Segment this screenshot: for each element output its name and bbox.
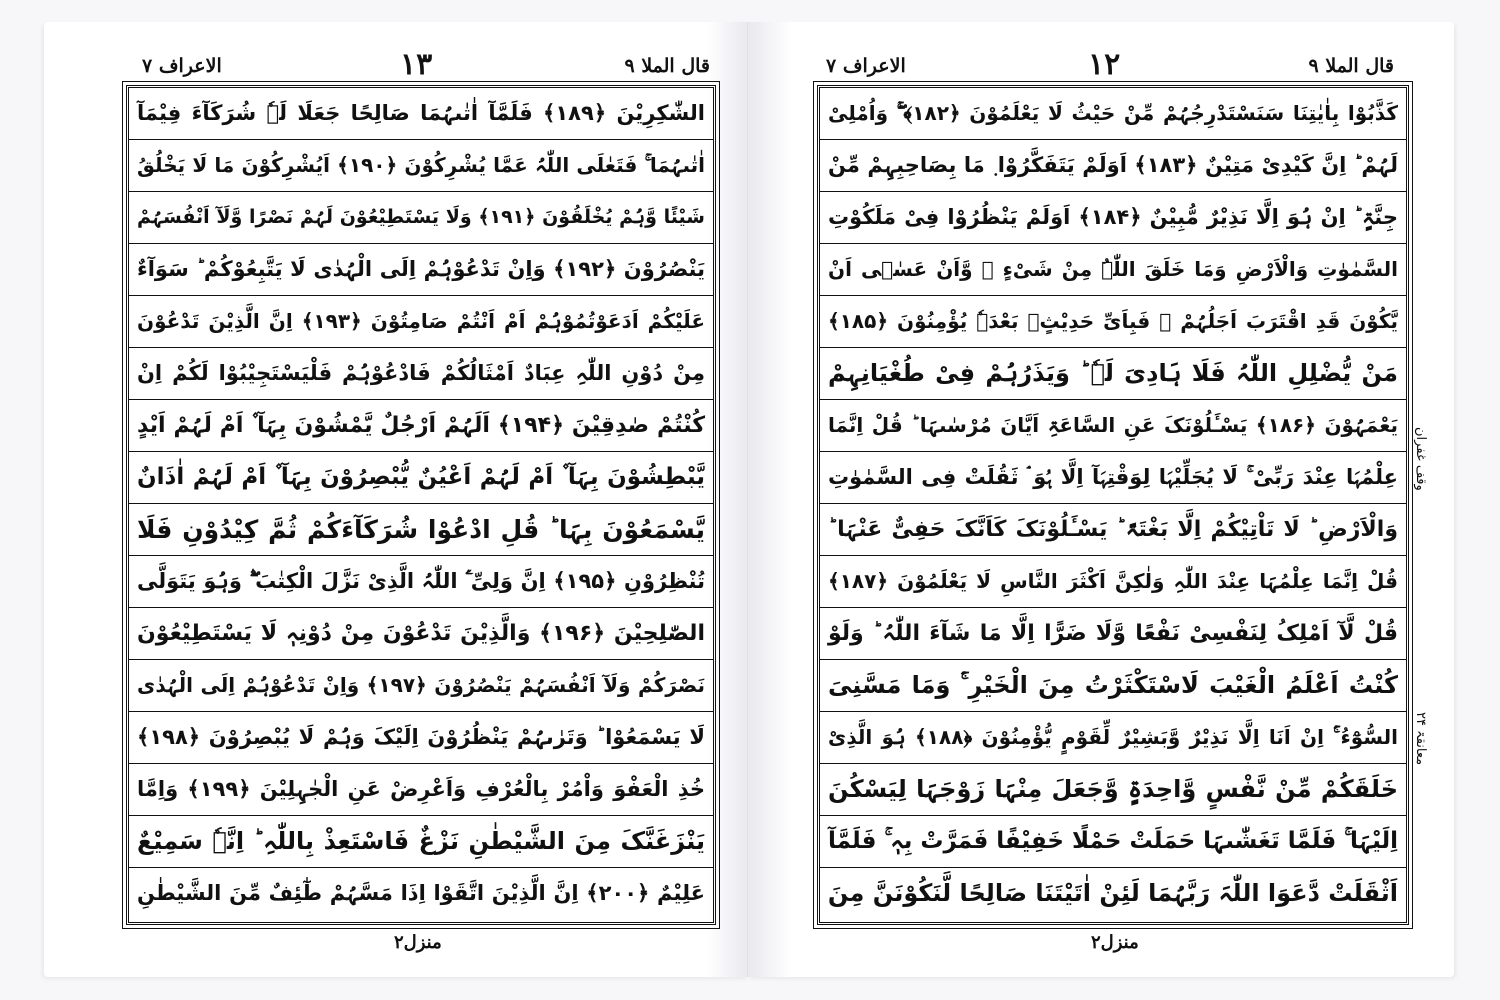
margin-note-waqf: وقف غفران (1413, 427, 1428, 491)
right-text-frame (817, 85, 1409, 925)
text-line: کُنْتُمْ صٰدِقِیْنَ ﴿۱۹۴﴾ اَلَہُمْ اَرْجُلٌ یَّمْشُوْنَ بِہَآ ۫ اَمْ لَہُمْ اَیْدٍ (129, 400, 713, 452)
left-text-frame (126, 85, 716, 925)
text-line: اٰتٰىہُمَا ۚ فَتَعٰلَی اللّٰہُ عَمَّا یُشْرِکُوْنَ ﴿۱۹۰﴾ اَیُشْرِکُوْنَ مَا لَا یَخْلُقُ (129, 140, 713, 192)
text-line: خُذِ الْعَفْوَ وَاْمُرْ بِالْعُرْفِ وَاَعْرِضْ عَنِ الْجٰہِلِیْنَ ﴿۱۹۹﴾ وَاِمَّا (129, 764, 713, 816)
text-line: قُلْ لَّآ اَمْلِکُ لِنَفْسِیْ نَفْعًا وَّلَا ضَرًّا اِلَّا مَا شَآءَ اللّٰہُ ؕ وَلَوْ (820, 608, 1406, 660)
text-line: یَنْصُرُوْنَ ﴿۱۹۲﴾ وَاِنْ تَدْعُوْہُمْ اِلَی الْہُدٰی لَا یَتَّبِعُوْکُمْ ؕ سَوَآءٌ (129, 244, 713, 296)
text-line: اِلَیْہَا ۚ فَلَمَّا تَغَشّٰىہَا حَمَلَتْ حَمْلًا خَفِیْفًا فَمَرَّتْ بِہٖ ۚ فَلَمَّآ (820, 816, 1406, 868)
juz-title: قال الملا ۹ (1308, 55, 1394, 77)
text-line: مِنْ دُوْنِ اللّٰہِ عِبَادٌ اَمْثَالُکُمْ فَادْعُوْہُمْ فَلْیَسْتَجِیْبُوْا لَکُمْ اِنْ (129, 348, 713, 400)
text-line: وَالْاَرْضِ ؕ لَا تَاْتِیْکُمْ اِلَّا بَغْتَۃً ؕ یَسْـَٔلُوْنَکَ کَاَنَّکَ حَفِیٌّ عَنْہَا ؕ (820, 504, 1406, 556)
text-line: عِلْمُہَا عِنْدَ رَبِّیْ ۚ لَا یُجَلِّیْہَا لِوَقْتِہَآ اِلَّا ہُوَ ۘ ثَقُلَتْ فِی السَّمٰوٰتِ (820, 452, 1406, 504)
surah-title: الاعراف ۷ (142, 55, 222, 77)
open-book (44, 22, 1454, 977)
text-line: یَعْمَہُوْنَ ﴿۱۸۶﴾ یَسْـَٔلُوْنَکَ عَنِ السَّاعَۃِ اَیَّانَ مُرْسٰىہَا ؕ قُلْ اِنَّمَا (820, 400, 1406, 452)
left-page-header (142, 47, 710, 89)
text-line: کُنْتُ اَعْلَمُ الْغَیْبَ لَاسْتَکْثَرْتُ مِنَ الْخَیْرِ ۚۛ وَمَا مَسَّنِیَ (820, 660, 1406, 712)
surah-title: الاعراف ۷ (826, 55, 906, 77)
margin-note-muanaqa: معانقۃ ۲۴ (1413, 712, 1428, 766)
text-line: قُلْ اِنَّمَا عِلْمُہَا عِنْدَ اللّٰہِ وَلٰکِنَّ اَکْثَرَ النَّاسِ لَا یَعْلَمُوْنَ ﴿۱۸۷﴾ (820, 556, 1406, 608)
text-line: الصّٰلِحِیْنَ ﴿۱۹۶﴾ وَالَّذِیْنَ تَدْعُوْنَ مِنْ دُوْنِہٖ لَا یَسْتَطِیْعُوْنَ (129, 608, 713, 660)
left-page (44, 22, 749, 977)
text-line: خَلَقَکُمْ مِّنْ نَّفْسٍ وَّاحِدَۃٍ وَّجَعَلَ مِنْہَا زَوْجَہَا لِیَسْکُنَ (820, 764, 1406, 816)
manzil-footer: منزل۲ (1091, 932, 1139, 953)
right-page-header (826, 47, 1394, 89)
text-line: شَیْئًا وَّہُمْ یُخْلَقُوْنَ ﴿۱۹۱﴾ وَلَا یَسْتَطِیْعُوْنَ لَہُمْ نَصْرًا وَّلَآ اَنْفُسَہُمْ (129, 192, 713, 244)
text-line: لَا یَسْمَعُوْا ؕ وَتَرٰىہُمْ یَنْظُرُوْنَ اِلَیْکَ وَہُمْ لَا یُبْصِرُوْنَ ﴿۱۹۸﴾ (129, 712, 713, 764)
text-line: یَّکُوْنَ قَدِ اقْتَرَبَ اَجَلُہُمْ ۚ فَبِاَیِّ حَدِیْثٍۭ بَعْدَہٗ یُؤْمِنُوْنَ ﴿۱۸۵﴾ (820, 296, 1406, 348)
manzil-footer: منزل۲ (394, 932, 442, 953)
text-line: یَنْزَغَنَّکَ مِنَ الشَّیْطٰنِ نَزْغٌ فَاسْتَعِذْ بِاللّٰہِ ؕ اِنَّہٗ سَمِیْعٌ (129, 816, 713, 868)
text-line: لَہُمْ ؕ اِنَّ کَیْدِیْ مَتِیْنٌ ﴿۱۸۳﴾ اَوَلَمْ یَتَفَکَّرُوْا ٜ مَا بِصَاحِبِہِمْ مِّنْ (820, 140, 1406, 192)
text-line: السُّوْٓءُ ۚۛ اِنْ اَنَا اِلَّا نَذِیْرٌ وَّبَشِیْرٌ لِّقَوْمٍ یُّؤْمِنُوْنَ ﴿۱۸۸﴾ ہُوَ الَّذِیْ (820, 712, 1406, 764)
text-line: یَّسْمَعُوْنَ بِہَا ؕ قُلِ ادْعُوْا شُرَکَآءَکُمْ ثُمَّ کِیْدُوْنِ فَلَا (129, 504, 713, 556)
text-line: اَثْقَلَتْ دَّعَوَا اللّٰہَ رَبَّہُمَا لَئِنْ اٰتَیْتَنَا صَالِحًا لَّنَکُوْنَنَّ مِنَ (827, 879, 1398, 907)
text-line: مَنْ یُّضْلِلِ اللّٰہُ فَلَا ہَادِیَ لَہٗ ؕ وَیَذَرُہُمْ فِیْ طُغْیَانِہِمْ (820, 348, 1406, 400)
text-line: عَلِیْمٌ ﴿۲۰۰﴾ اِنَّ الَّذِیْنَ اتَّقَوْا اِذَا مَسَّہُمْ طٰٓئِفٌ مِّنَ الشَّیْطٰنِ (137, 881, 705, 905)
text-line: یَّبْطِشُوْنَ بِہَآ ۫ اَمْ لَہُمْ اَعْیُنٌ یُّبْصِرُوْنَ بِہَآ ۫ اَمْ لَہُمْ اٰذَانٌ (129, 452, 713, 504)
text-line: کَذَّبُوْا بِاٰیٰتِنَا سَنَسْتَدْرِجُہُمْ مِّنْ حَیْثُ لَا یَعْلَمُوْنَ ﴿۱۸۲﴾ ۚۖ وَاُمْلِیْ (820, 88, 1406, 140)
text-line: السَّمٰوٰتِ وَالْاَرْضِ وَمَا خَلَقَ اللّٰہُ مِنْ شَیْءٍ ۙ وَّاَنْ عَسٰۤی اَنْ (820, 244, 1406, 296)
text-line: الشّٰکِرِیْنَ ﴿۱۸۹﴾ فَلَمَّآ اٰتٰىہُمَا صَالِحًا جَعَلَا لَہٗ شُرَکَآءَ فِیْمَآ (129, 88, 713, 140)
text-line: تُنْظِرُوْنِ ﴿۱۹۵﴾ اِنَّ وَلِیِّ َۧ اللّٰہُ الَّذِیْ نَزَّلَ الْکِتٰبَ ۫ۖ وَہُوَ یَتَوَلَّی (129, 556, 713, 608)
right-page (749, 22, 1454, 977)
text-line: عَلَیْکُمْ اَدَعَوْتُمُوْہُمْ اَمْ اَنْتُمْ صَامِتُوْنَ ﴿۱۹۳﴾ اِنَّ الَّذِیْنَ تَدْعُوْنَ (129, 296, 713, 348)
page-number: ١٢ (1088, 47, 1121, 82)
text-line: نَصْرَکُمْ وَلَآ اَنْفُسَہُمْ یَنْصُرُوْنَ ﴿۱۹۷﴾ وَاِنْ تَدْعُوْہُمْ اِلَی الْہُدٰی (129, 660, 713, 712)
text-line: جِنَّۃٍ ؕ اِنْ ہُوَ اِلَّا نَذِیْرٌ مُّبِیْنٌ ﴿۱۸۴﴾ اَوَلَمْ یَنْظُرُوْا فِیْ مَلَکُوْتِ (820, 192, 1406, 244)
juz-title: قال الملا ۹ (624, 55, 710, 77)
page-number: ١٣ (400, 47, 433, 82)
